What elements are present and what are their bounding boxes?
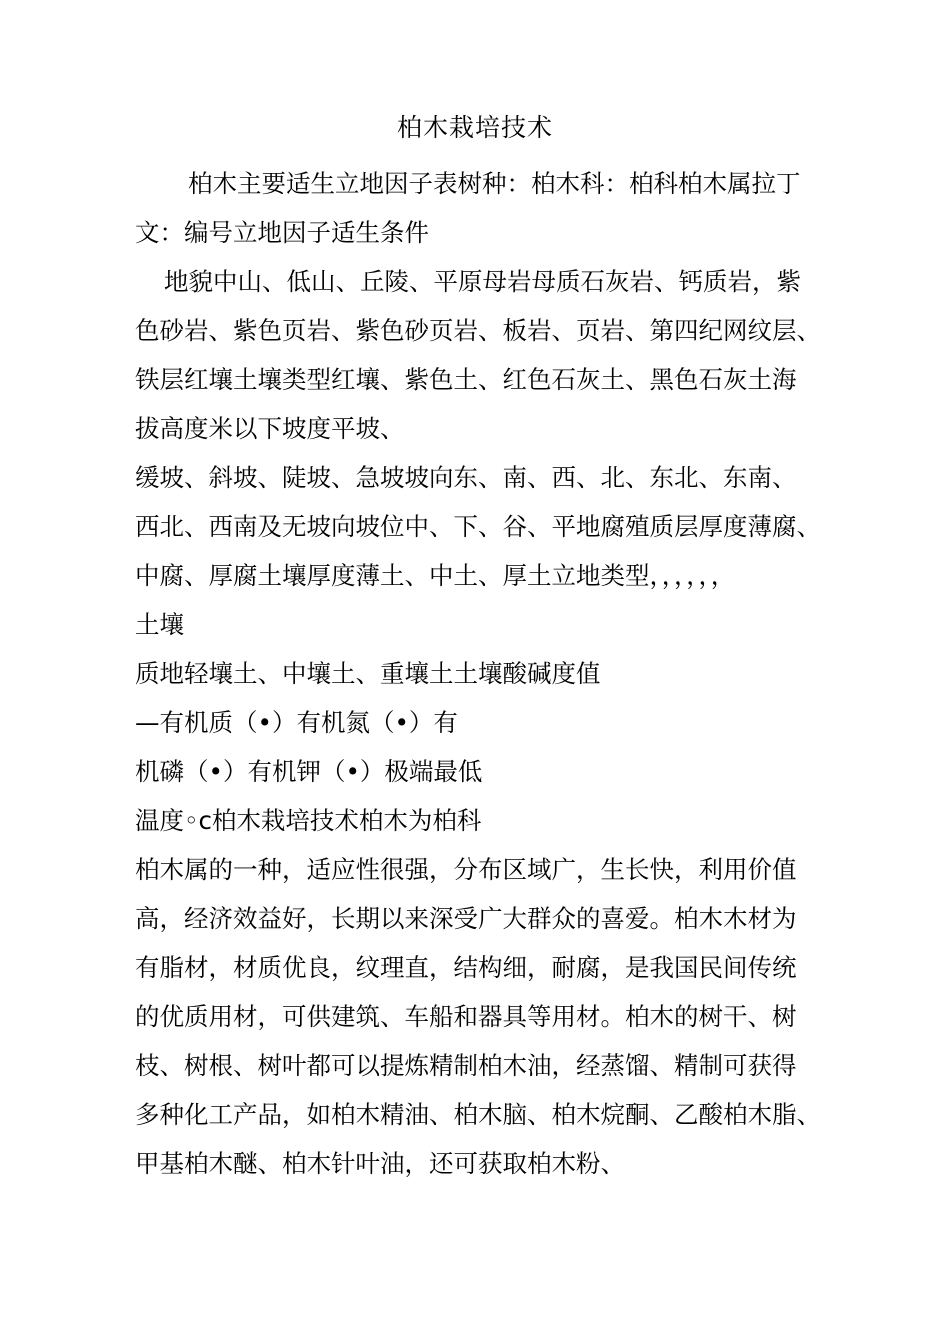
body-line: 甲基柏木醚、柏木针叶油，还可获取柏木粉、 [135, 1149, 625, 1178]
body-line: 铁层红壤土壤类型红壤、紫色土、红色石灰土、黑色石灰土海 [135, 365, 797, 394]
body-line: 温度◦c柏木栽培技术柏木为柏科 [135, 806, 482, 835]
body-line: 中腐、厚腐土壤厚度薄土、中土、厚土立地类型，，，，，， [135, 561, 736, 590]
body-line: 多种化工产品，如柏木精油、柏木脑、柏木烷酮、乙酸柏木脂、 [135, 1100, 821, 1129]
body-line: 文：编号立地因子适生条件 [135, 218, 429, 247]
body-line: —有机质（•）有机氮（•）有 [135, 708, 458, 737]
body-line: 地貌中山、低山、丘陵、平原母岩母质石灰岩、钙质岩，紫 [164, 267, 801, 296]
body-line: 机磷（•）有机钾（•）极端最低 [135, 757, 483, 786]
body-line: 枝、树根、树叶都可以提炼精制柏木油，经蒸馏、精制可获得 [135, 1051, 797, 1080]
body-line: 质地轻壤土、中壤土、重壤土土壤酸碱度值 [135, 659, 601, 688]
body-line: 的优质用材，可供建筑、车船和器具等用材。柏木的树干、树 [135, 1002, 797, 1031]
body-line: 高，经济效益好，长期以来深受广大群众的喜爱。柏木木材为 [135, 904, 797, 933]
body-line: 拔高度米以下坡度平坡、 [135, 414, 405, 443]
body-line: 有脂材，材质优良，纹理直，结构细，耐腐，是我国民间传统 [135, 953, 797, 982]
body-line: 柏木属的一种，适应性很强，分布区域广，生长快，利用价值 [135, 855, 797, 884]
body-line: 缓坡、斜坡、陡坡、急坡坡向东、南、西、北、东北、东南、 [135, 463, 797, 492]
body-line: 土壤 [135, 610, 184, 639]
body-line: 西北、西南及无坡向坡位中、下、谷、平地腐殖质层厚度薄腐、 [135, 512, 821, 541]
body-line: 色砂岩、紫色页岩、紫色砂页岩、板岩、页岩、第四纪网纹层、 [135, 316, 821, 345]
body-line: 柏木主要适生立地因子表树种：柏木科：柏科柏木属拉丁 [188, 169, 801, 198]
document-title: 柏木栽培技术 [396, 113, 553, 142]
